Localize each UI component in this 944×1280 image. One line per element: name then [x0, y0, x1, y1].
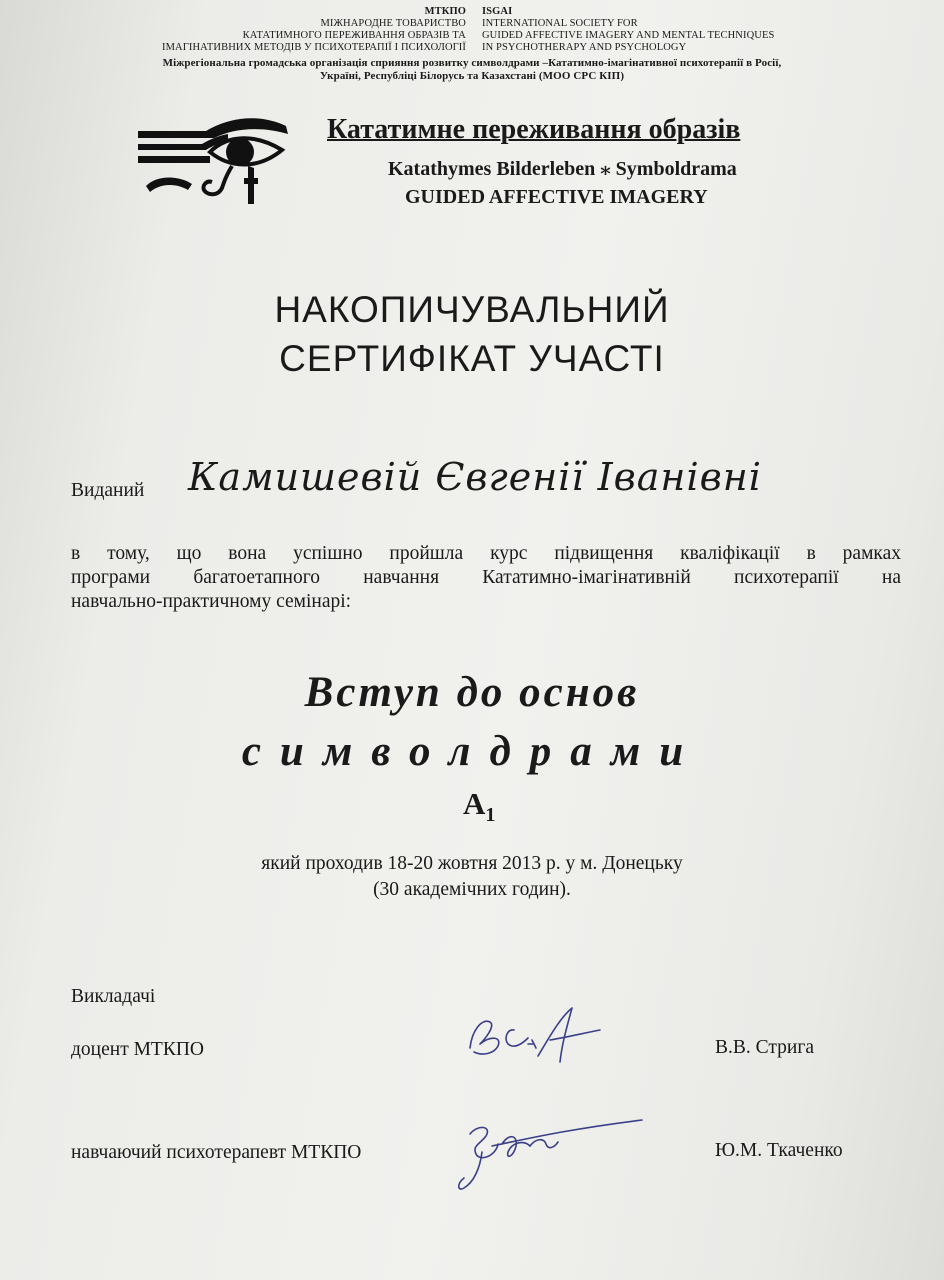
course-title-line-2: символдрами [241, 728, 703, 775]
header-org-line-2: Україні, Республіці Білорусь та Казахстані (МОО СРС КІП) [319, 70, 625, 82]
course-level-letter: А [463, 786, 486, 821]
header-right-line-2: GUIDED AFFECTIVE IMAGERY AND MENTAL TECHNIQUES [482, 30, 775, 41]
certificate-title-line-1: НАКОПИЧУВАЛЬНИЙ [274, 289, 670, 330]
body-line-1: в тому, що вона успішно пройшла курс підвищення кваліфікації в рамках [71, 543, 901, 564]
eye-of-horus-icon [136, 108, 292, 208]
body-line-3: навчально-практичному семінарі: [71, 591, 352, 612]
header-abbr-right: ISGAI [482, 6, 513, 17]
instructors-label: Викладачі [71, 986, 156, 1007]
instructor-1-signature [462, 1000, 612, 1070]
header-right-line-3: IN PSYCHOTHERAPY AND PSYCHOLOGY [482, 42, 687, 53]
instructor-2-role: навчаючий психотерапевт МТКПО [71, 1142, 362, 1163]
issued-label: Виданий [71, 480, 145, 501]
event-details: який проходив 18-20 жовтня 2013 р. у м. Донецьку [261, 853, 683, 874]
header-org-line-1: Міжрегіональна громадська організація сприяння розвитку символдрами –Кататимно-імагінативної психотерапії в Росії, [162, 57, 782, 69]
logo-subtitle-2: GUIDED AFFECTIVE IMAGERY [405, 186, 708, 208]
header-left-line-3: ІМАГІНАТИВНИХ МЕТОДІВ У ПСИХОТЕРАПІЇ І ПСИХОЛОГІЇ [161, 42, 466, 53]
body-line-2: програми багатоетапного навчання Кататимно-імагінативній психотерапії на [71, 567, 901, 588]
instructor-1-name: В.В. Стрига [715, 1037, 814, 1058]
instructor-1-role: доцент МТКПО [71, 1039, 205, 1060]
header-left-line-2: КАТАТИМНОГО ПЕРЕЖИВАННЯ ОБРАЗІВ ТА [242, 30, 466, 41]
logo-subtitle-1: Katathymes Bilderleben ⁎ Symboldrama [388, 158, 737, 180]
header-right-line-1: INTERNATIONAL SOCIETY FOR [482, 18, 638, 29]
instructor-2-signature [452, 1112, 652, 1202]
recipient-name: Камишевій Євгенії Іванівні [188, 455, 762, 499]
logo-title: Кататимне переживання образів [327, 114, 741, 145]
course-level [463, 786, 495, 827]
course-level-subscript: 1 [485, 804, 496, 827]
instructor-2-name: Ю.М. Ткаченко [715, 1140, 843, 1161]
certificate-title-line-2: СЕРТИФІКАТ УЧАСТІ [279, 338, 665, 379]
header-abbr-left: МТКПО [424, 6, 466, 17]
header-left-line-1: МІЖНАРОДНЕ ТОВАРИСТВО [320, 18, 466, 29]
course-title-line-1: Вступ до основ [304, 669, 640, 716]
event-hours: (30 академічних годин). [373, 879, 571, 900]
